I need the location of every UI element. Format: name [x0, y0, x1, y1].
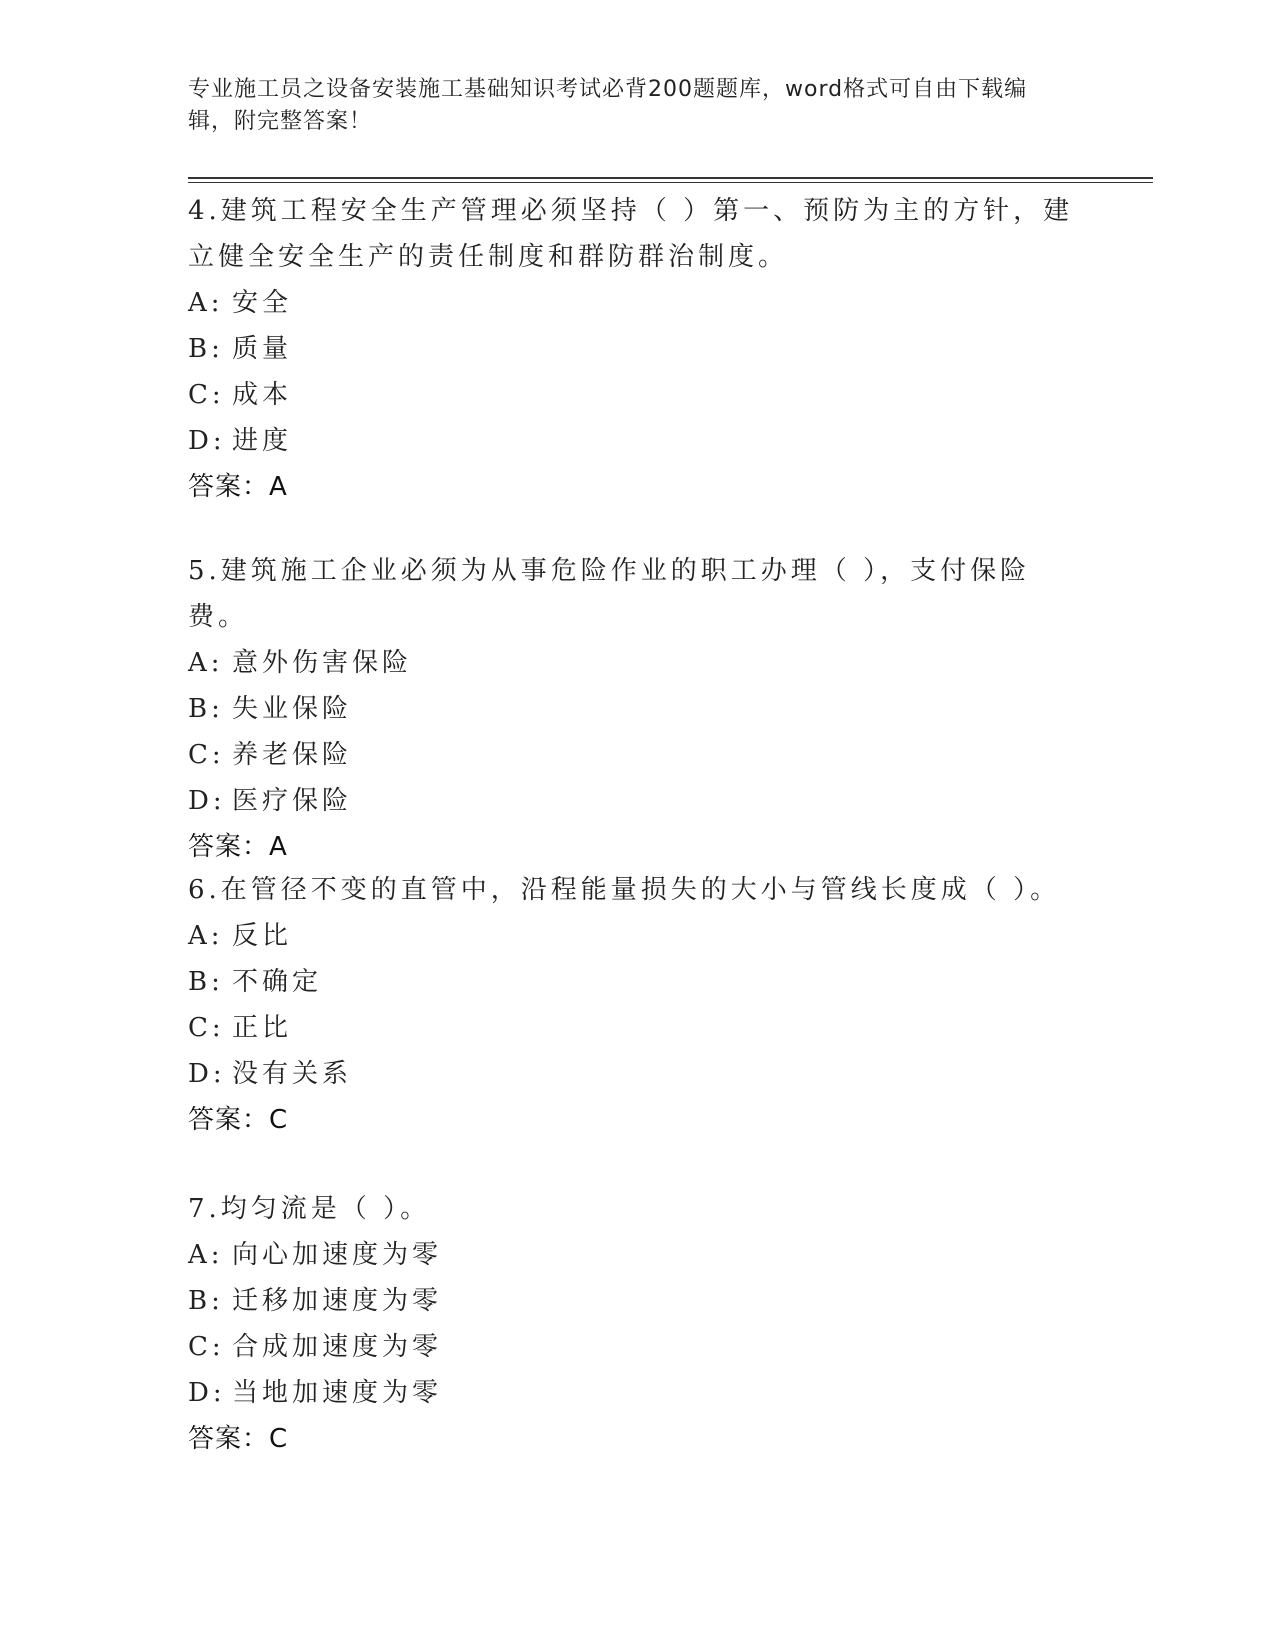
question-text: 6.在管径不变的直管中，沿程能量损失的大小与管线长度成（ ）。 [188, 875, 1061, 905]
option-letter: D: [188, 426, 226, 456]
option-c [188, 732, 1088, 778]
option-a [188, 1232, 1088, 1278]
answer-label: 答案：A [188, 472, 288, 502]
option-text: 医疗保险 [232, 786, 353, 816]
header-divider-thick [188, 177, 1153, 179]
option-letter: C: [188, 380, 225, 410]
option-letter: B: [188, 334, 224, 364]
answer-label: 答案：A [188, 832, 288, 862]
option-text: 正比 [232, 1013, 293, 1043]
option-text: 当地加速度为零 [232, 1378, 443, 1408]
option-b [188, 1278, 1088, 1324]
option-text: 成本 [232, 380, 293, 410]
option-b [188, 959, 1088, 1005]
option-text: 进度 [232, 426, 293, 456]
option-a [188, 640, 1088, 686]
option-letter: C: [188, 1013, 225, 1043]
option-d [188, 778, 1088, 824]
option-letter: A: [188, 921, 224, 951]
option-text: 反比 [232, 921, 293, 951]
option-c [188, 1005, 1088, 1051]
option-c [188, 1324, 1088, 1370]
option-letter: A: [188, 648, 224, 678]
answer-label: 答案：C [188, 1424, 289, 1454]
option-letter: C: [188, 740, 225, 770]
question-text: 7.均匀流是（ ）。 [188, 1194, 431, 1224]
option-letter: A: [188, 288, 224, 318]
option-letter: D: [188, 786, 226, 816]
option-text: 不确定 [232, 967, 323, 997]
question-7 [188, 1186, 1088, 1462]
option-b [188, 326, 1088, 372]
option-a [188, 913, 1088, 959]
option-text: 失业保险 [232, 694, 353, 724]
option-text: 合成加速度为零 [232, 1332, 443, 1362]
option-letter: D: [188, 1378, 226, 1408]
option-text: 质量 [232, 334, 293, 364]
option-letter: B: [188, 967, 224, 997]
option-text: 迁移加速度为零 [232, 1286, 443, 1316]
option-d [188, 1051, 1088, 1097]
question-text: 5.建筑施工企业必须为从事危险作业的职工办理（ ），支付保险费。 [188, 556, 1031, 632]
document-header: 专业施工员之设备安装施工基础知识考试必背200题题库，word格式可自由下载编辑，附完整答案！ [188, 77, 1028, 134]
option-text: 意外伤害保险 [232, 648, 413, 678]
option-c [188, 372, 1088, 418]
option-a [188, 280, 1088, 326]
option-text: 养老保险 [232, 740, 353, 770]
option-letter: B: [188, 694, 224, 724]
option-letter: C: [188, 1332, 225, 1362]
question-6 [188, 867, 1088, 1143]
option-text: 向心加速度为零 [232, 1240, 443, 1270]
option-letter: A: [188, 1240, 224, 1270]
option-letter: B: [188, 1286, 224, 1316]
question-text: 4.建筑工程安全生产管理必须坚持（ ）第一、预防为主的方针，建立健全安全生产的责任制度和群防群治制度。 [188, 196, 1074, 272]
option-d [188, 1370, 1088, 1416]
question-5 [188, 548, 1088, 870]
option-text: 没有关系 [232, 1059, 353, 1089]
header-divider-thin [188, 182, 1153, 183]
option-letter: D: [188, 1059, 226, 1089]
option-text: 安全 [232, 288, 293, 318]
question-4 [188, 188, 1088, 510]
answer-label: 答案：C [188, 1105, 289, 1135]
option-d [188, 418, 1088, 464]
option-b [188, 686, 1088, 732]
